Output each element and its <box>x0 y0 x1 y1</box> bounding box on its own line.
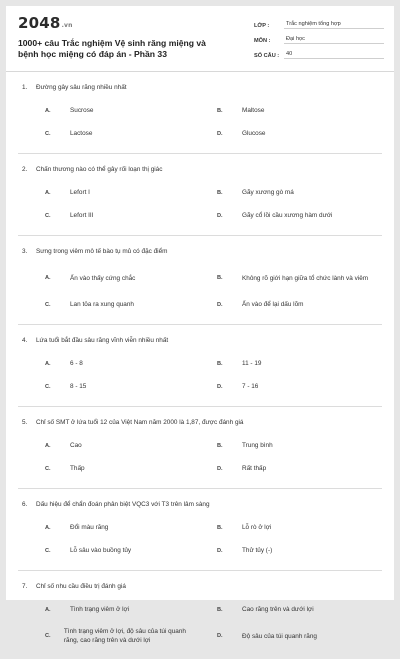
question-number: 5. <box>22 419 28 426</box>
answer-options <box>18 598 382 651</box>
option-letter: C. <box>45 130 51 137</box>
option-letter: B. <box>217 275 223 281</box>
question-block <box>18 325 382 407</box>
option-text: Tình trạng viêm ở lợi <box>70 606 130 613</box>
meta-key: LỚP : <box>254 23 270 29</box>
meta-value: Trắc nghiệm tổng hợp <box>284 21 384 29</box>
option-text: Tình trạng viêm ở lợi, độ sâu của túi quanh răng, cao răng trên và dưới lợi <box>63 628 186 644</box>
question-header <box>18 407 382 434</box>
option-text: Gãy cổ lồi cầu xương hàm dưới <box>242 212 333 219</box>
question-header <box>18 325 382 352</box>
question-number: 1. <box>22 84 28 91</box>
option-text: Ấn vào thấy cứng chắc <box>70 274 136 282</box>
question-text: Chỉ số SMT ở lứa tuổi 12 của Việt Nam năm 2000 là 1,87, được đánh giá <box>36 419 244 426</box>
answer-option[interactable] <box>194 457 382 480</box>
option-text: Trung bình <box>242 442 273 449</box>
document-title: 1000+ câu Trắc nghiệm Vệ sinh răng miệng và bệnh học miệng có đáp án - Phần 33 <box>18 38 206 59</box>
answer-option[interactable] <box>194 539 382 562</box>
logo-main: 2048 <box>18 14 61 32</box>
option-letter: B. <box>217 524 223 531</box>
answer-option[interactable] <box>22 539 194 562</box>
option-letter: B. <box>217 442 223 449</box>
question-number: 7. <box>22 583 28 590</box>
option-text: Lỗ sâu vào buồng tủy <box>70 547 132 554</box>
question-text: Sưng trong viêm mô tế bào tụ mủ có đặc điểm <box>36 248 168 255</box>
answer-option[interactable] <box>194 99 382 122</box>
question-block <box>18 571 382 659</box>
meta-row-class <box>254 16 384 29</box>
option-text: Glucose <box>242 130 266 137</box>
option-letter: A. <box>45 360 51 367</box>
answer-option[interactable] <box>22 598 194 621</box>
option-letter: C. <box>45 301 51 308</box>
option-letter: B. <box>217 606 223 613</box>
option-text: Maltose <box>242 107 265 114</box>
question-block <box>18 489 382 571</box>
answer-options <box>18 263 382 316</box>
answer-option[interactable] <box>194 181 382 204</box>
question-block <box>18 154 382 236</box>
option-letter: D. <box>217 212 223 219</box>
question-spacer <box>18 480 382 488</box>
question-number: 6. <box>22 501 28 508</box>
meta-row-subject <box>254 31 384 44</box>
option-text: Gãy xương gò má <box>242 189 294 196</box>
question-spacer <box>18 316 382 324</box>
option-text: Độ sâu của túi quanh răng <box>242 632 317 640</box>
question-block <box>18 236 382 325</box>
answer-options <box>18 434 382 480</box>
option-letter: C. <box>45 383 51 390</box>
option-text: 11 - 19 <box>242 360 262 367</box>
option-text: Lactose <box>70 130 93 137</box>
answer-options <box>18 181 382 227</box>
answer-option[interactable] <box>22 122 194 145</box>
option-letter: D. <box>217 465 223 472</box>
question-text: Dấu hiệu để chẩn đoán phân biệt VQC3 với T3 trên lâm sàng <box>36 501 210 508</box>
option-letter: A. <box>45 606 51 613</box>
question-text: Đường gây sâu răng nhiều nhất <box>36 84 127 91</box>
question-spacer <box>18 145 382 153</box>
document-header <box>6 6 394 72</box>
question-spacer <box>18 398 382 406</box>
question-block <box>18 72 382 154</box>
answer-option[interactable] <box>194 204 382 227</box>
option-letter: A. <box>45 524 51 531</box>
option-text: Không rõ giới hạn giữa tổ chức lành và viêm <box>242 274 369 282</box>
question-header <box>18 571 382 598</box>
question-text: Lứa tuổi bắt đầu sâu răng vĩnh viễn nhiều nhất <box>36 337 169 344</box>
answer-option[interactable] <box>22 375 194 398</box>
answer-option[interactable] <box>194 621 382 651</box>
meta-row-count <box>254 46 384 59</box>
meta-key: SỐ CÂU : <box>254 53 280 59</box>
answer-option[interactable] <box>194 352 382 375</box>
option-letter: B. <box>217 107 223 114</box>
answer-option[interactable] <box>22 293 194 316</box>
option-text: Đổi màu răng <box>70 524 109 531</box>
answer-option[interactable] <box>22 352 194 375</box>
option-letter: A. <box>45 275 51 281</box>
meta-key: MÔN : <box>254 38 271 44</box>
option-letter: D. <box>217 383 223 390</box>
option-letter: C. <box>45 547 51 554</box>
option-letter: A. <box>45 442 51 449</box>
option-text: Lan tỏa ra xung quanh <box>70 301 134 308</box>
option-text: Rất thấp <box>242 465 267 472</box>
logo-sub: .vn <box>61 22 73 29</box>
answer-option[interactable] <box>194 263 382 293</box>
option-text: Sucrose <box>70 107 94 114</box>
question-number: 4. <box>22 337 28 344</box>
question-header <box>18 489 382 516</box>
answer-option[interactable] <box>194 375 382 398</box>
answer-option[interactable] <box>22 516 194 539</box>
question-number: 2. <box>22 166 28 173</box>
question-block <box>18 407 382 489</box>
answer-options <box>18 516 382 562</box>
answer-option[interactable] <box>22 457 194 480</box>
meta-info <box>254 16 384 61</box>
option-text: 8 - 15 <box>70 383 87 390</box>
option-letter: A. <box>45 107 51 114</box>
option-letter: D. <box>217 130 223 137</box>
answer-option[interactable] <box>22 621 194 651</box>
option-letter: B. <box>217 360 223 367</box>
option-text: Thử tủy (-) <box>242 547 273 554</box>
meta-value: Đại học <box>284 36 384 44</box>
option-letter: D. <box>217 633 223 639</box>
answer-option[interactable] <box>194 293 382 316</box>
option-letter: C. <box>45 465 51 472</box>
option-letter: D. <box>217 547 223 554</box>
option-letter: D. <box>217 301 223 308</box>
option-text: Lỗ rò ở lợi <box>242 524 272 531</box>
answer-options <box>18 352 382 398</box>
option-text: Lefort III <box>70 212 94 219</box>
question-header <box>18 72 382 99</box>
option-letter: C. <box>45 212 51 219</box>
option-text: Cao răng trên và dưới lợi <box>242 606 314 613</box>
answer-option[interactable] <box>194 122 382 145</box>
answer-option[interactable] <box>194 516 382 539</box>
answer-option[interactable] <box>22 181 194 204</box>
question-header <box>18 236 382 263</box>
meta-value: 40 <box>284 51 384 59</box>
question-text: Chỉ số nhu cầu điều trị đánh giá <box>36 583 126 590</box>
question-list <box>6 72 394 659</box>
option-text: Thấp <box>70 465 85 472</box>
answer-options <box>18 99 382 145</box>
answer-option[interactable] <box>194 434 382 457</box>
option-text: Cao <box>70 442 82 449</box>
answer-option[interactable] <box>22 99 194 122</box>
question-spacer <box>18 227 382 235</box>
question-header <box>18 154 382 181</box>
question-text: Chấn thương nào có thể gây rối loạn thị giác <box>36 166 163 173</box>
question-spacer <box>18 651 382 659</box>
option-text: Lefort I <box>70 189 90 196</box>
option-text: 6 - 8 <box>70 360 83 367</box>
answer-option[interactable] <box>22 263 194 293</box>
option-text: 7 - 16 <box>242 383 259 390</box>
answer-option[interactable] <box>22 434 194 457</box>
question-spacer <box>18 562 382 570</box>
option-text: Ấn vào để lại dấu lõm <box>242 301 304 308</box>
answer-option[interactable] <box>194 598 382 621</box>
document-page <box>6 6 394 644</box>
option-letter: A. <box>45 189 51 196</box>
option-letter: B. <box>217 189 223 196</box>
option-letter: C. <box>45 633 51 639</box>
answer-option[interactable] <box>22 204 194 227</box>
question-number: 3. <box>22 248 28 255</box>
